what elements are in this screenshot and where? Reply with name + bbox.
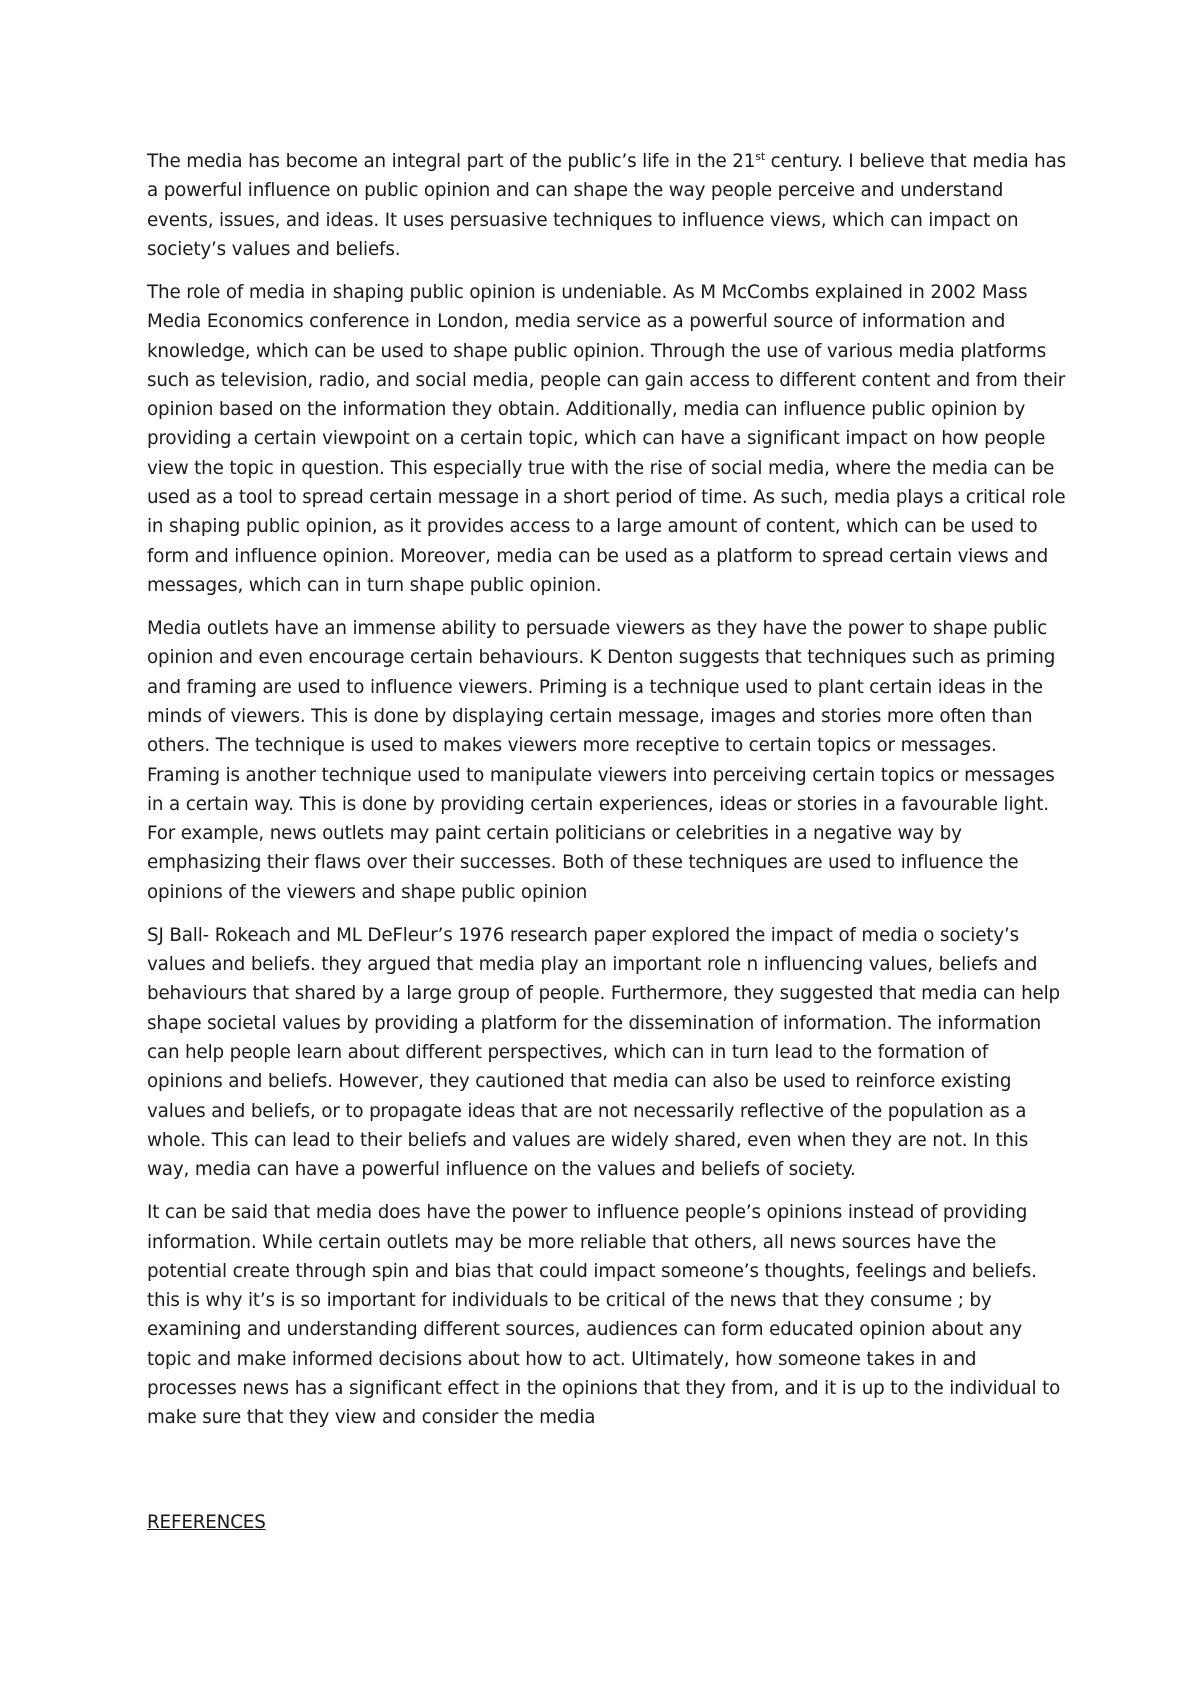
paragraph-4: SJ Ball- Rokeach and ML DeFleur’s 1976 research paper explored the impact of media o society’s values and beliefs. they argued that media play an important role n influencing values, beliefs and behaviours that shared by a large group of people. Furthermore, they suggested that media can help shape societal values by providing a platform for the dissemination of information. The information can help people learn about different perspectives, which can in turn lead to the formation of opinions and beliefs. However, they cautioned that media can also be used to reinforce existing values and beliefs, or to propagate ideas that are not necessarily reflective of the population as a whole. This can lead to their beliefs and values are widely shared, even when they are not. In this way, media can have a powerful influence on the values and beliefs of society. (147, 924, 1061, 1181)
paragraph-2: The role of media in shaping public opinion is undeniable. As M McCombs explained in 2002 Mass Media Economics conference in London, media service as a powerful source of information and knowledge, which can be used to shape public opinion. Through the use of various media platforms such as television, radio, and social media, people can gain access to different content and from their opinion based on the information they obtain. Additionally, media can influence public opinion by providing a certain viewpoint on a certain topic, which can have a significant impact on how people view the topic in question. This especially true with the rise of social media, where the media can be used as a tool to spread certain message in a short period of time. As such, media plays a critical role in shaping public opinion, as it provides access to a large amount of content, which can be used to form and influence opinion. Moreover, media can be used as a platform to spread certain views and messages, which can in turn shape public opinion. (147, 281, 1066, 596)
paragraph-1-text-start: The media has become an integral part of the public’s life in the 21 (147, 151, 756, 172)
paragraph-1 (147, 147, 1067, 264)
paragraph-3: Media outlets have an immense ability to persuade viewers as they have the power to shape public opinion and even encourage certain behaviours. K Denton suggests that techniques such as priming and framing are used to influence viewers. Priming is a technique used to plant certain ideas in the minds of viewers. This is done by displaying certain message, images and stories more often than others. The technique is used to makes viewers more receptive to certain topics or messages. Framing is another technique used to manipulate viewers into perceiving certain topics or messages in a certain way. This is done by providing certain experiences, ideas or stories in a favourable light. For example, news outlets may paint certain politicians or celebrities in a negative way by emphasizing their flaws over their successes. Both of these techniques are used to influence the opinions of the viewers and shape public opinion (147, 618, 1056, 903)
references-heading: REFERENCES (147, 1512, 266, 1533)
document-body (147, 147, 1067, 1446)
ordinal-superscript: st (755, 149, 765, 163)
paragraph-1-text-end: century. I believe that media has a powerful influence on public opinion and can shape the way people perceive and understand events, issues, and ideas. It uses persuasive techniques to influence views, which can impact on society’s values and beliefs. (147, 151, 1067, 260)
paragraph-5: It can be said that media does have the power to influence people’s opinions instead of providing information. While certain outlets may be more reliable that others, all news sources have the potential create through spin and bias that could impact someone’s thoughts, feelings and beliefs. this is why it’s is so important for individuals to be critical of the news that they consume ; by examining and understanding different sources, audiences can form educated opinion about any topic and make informed decisions about how to act. Ultimately, how someone takes in and processes news has a significant effect in the opinions that they from, and it is up to the individual to make sure that they view and consider the media (147, 1202, 1061, 1429)
